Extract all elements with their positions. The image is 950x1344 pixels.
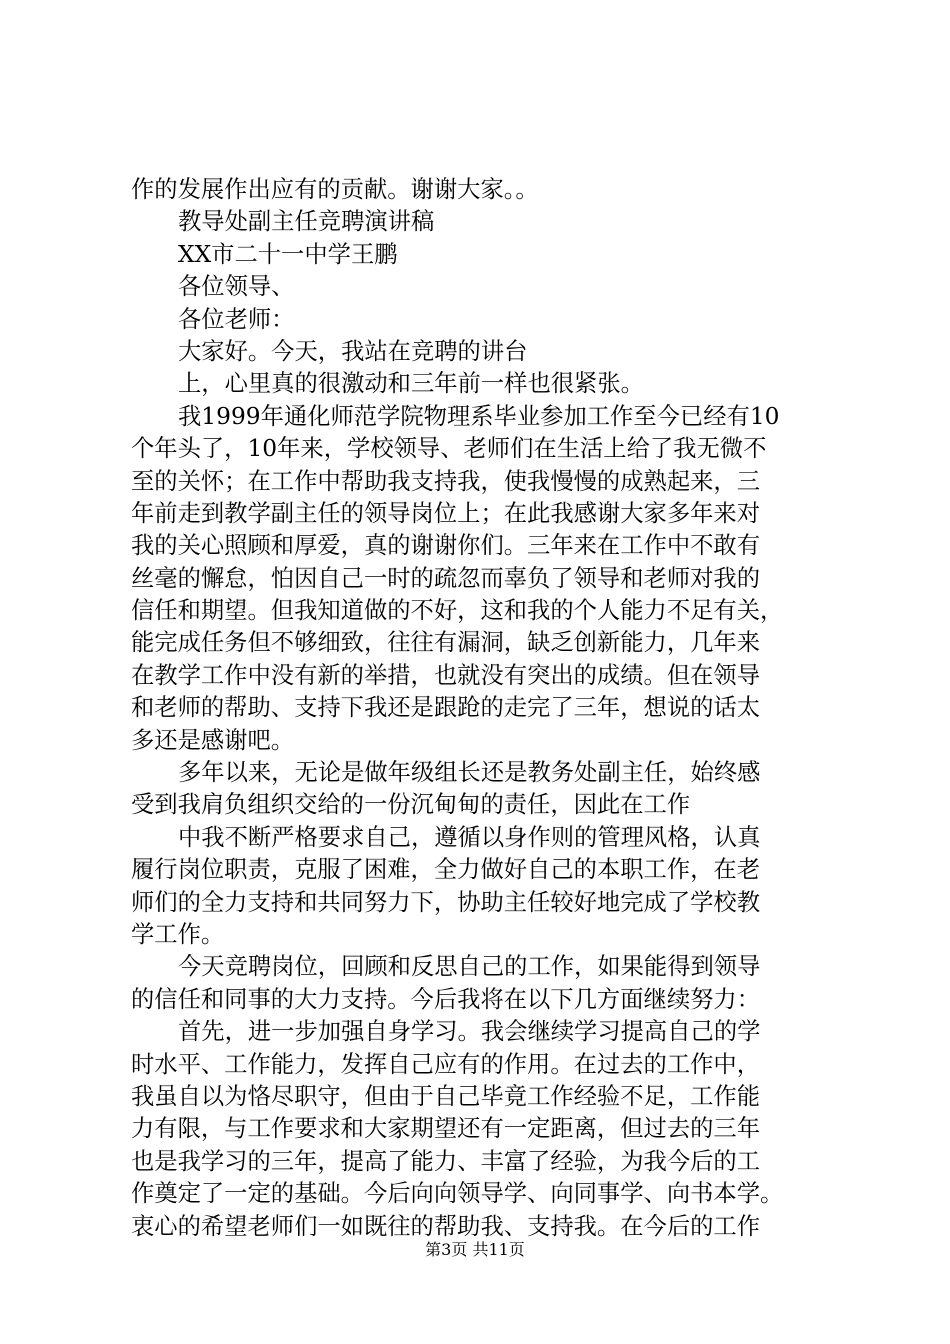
text-line: 学工作。 bbox=[131, 920, 225, 948]
text-line: 我虽自以为恪尽职守，但由于自己毕竟工作经验不足，工作能 bbox=[131, 1082, 761, 1110]
text-line: 履行岗位职责，克服了困难，全力做好自己的本职工作，在老 bbox=[131, 856, 761, 884]
text-line: 多年以来，无论是做年级组长还是教务处副主任，始终感 bbox=[178, 759, 761, 787]
text-line: 丝毫的懈怠，怕因自己一时的疏忽而辜负了领导和老师对我的 bbox=[131, 564, 761, 592]
text-line: 中我不断严格要求自己，遵循以身作则的管理风格，认真 bbox=[178, 823, 761, 851]
text-line: 师们的全力支持和共同努力下，协助主任较好地完成了学校教 bbox=[131, 888, 761, 916]
text-line: 上，心里真的很激动和三年前一样也很紧张。 bbox=[178, 370, 644, 398]
text-line: 年前走到教学副主任的领导岗位上；在此我感谢大家多年来对 bbox=[131, 499, 761, 527]
text-line: XX市二十一中学王鹏 bbox=[178, 240, 398, 268]
text-line: 各位老师： bbox=[178, 305, 295, 333]
text-line: 受到我肩负组织交给的一份沉甸甸的责任，因此在工作 bbox=[131, 791, 691, 819]
text-line: 信任和期望。但我知道做的不好，这和我的个人能力不足有关， bbox=[131, 597, 784, 625]
text-line: 首先，进一步加强自身学习。我会继续学习提高自己的学 bbox=[178, 1018, 761, 1046]
text-line: 和老师的帮助、支持下我还是跟跄的走完了三年，想说的话太 bbox=[131, 694, 761, 722]
text-line: 个年头了，10年来，学校领导、老师们在生活上给了我无微不 bbox=[131, 435, 767, 463]
text-line: 力有限，与工作要求和大家期望还有一定距离，但过去的三年 bbox=[131, 1115, 761, 1143]
text-line: 作奠定了一定的基础。今后向向领导学、向同事学、向书本学。 bbox=[131, 1180, 784, 1208]
text-line: 衷心的希望老师们一如既往的帮助我、支持我。在今后的工作 bbox=[131, 1212, 761, 1240]
text-line: 的信任和同事的大力支持。今后我将在以下几方面继续努力： bbox=[131, 985, 761, 1013]
text-line: 在教学工作中没有新的举措，也就没有突出的成绩。但在领导 bbox=[131, 661, 761, 689]
text-line: 也是我学习的三年，提高了能力、丰富了经验，为我今后的工 bbox=[131, 1147, 761, 1175]
text-line: 各位领导、 bbox=[178, 273, 295, 301]
text-line: 教导处副主任竞聘演讲稿 bbox=[178, 208, 435, 236]
text-line: 我的关心照顾和厚爱，真的谢谢你们。三年来在工作中不敢有 bbox=[131, 532, 761, 560]
text-line: 多还是感谢吧。 bbox=[131, 726, 295, 754]
text-line: 大家好。今天，我站在竞聘的讲台 bbox=[178, 337, 528, 365]
page-number-footer: 第3页 共11页 bbox=[425, 1240, 525, 1259]
text-line: 能完成任务但不够细致，往往有漏洞，缺乏创新能力，几年来 bbox=[131, 629, 761, 657]
text-line: 我1999年通化师范学院物理系毕业参加工作至今已经有10 bbox=[178, 402, 780, 430]
text-line: 今天竞聘岗位，回顾和反思自己的工作，如果能得到领导 bbox=[178, 953, 761, 981]
document-body bbox=[131, 174, 831, 1243]
text-line: 至的关怀；在工作中帮助我支持我，使我慢慢的成熟起来，三 bbox=[131, 467, 761, 495]
text-line: 时水平、工作能力，发挥自己应有的作用。在过去的工作中， bbox=[131, 1050, 761, 1078]
text-line: 作的发展作出应有的贡献。谢谢大家。。 bbox=[131, 176, 539, 203]
